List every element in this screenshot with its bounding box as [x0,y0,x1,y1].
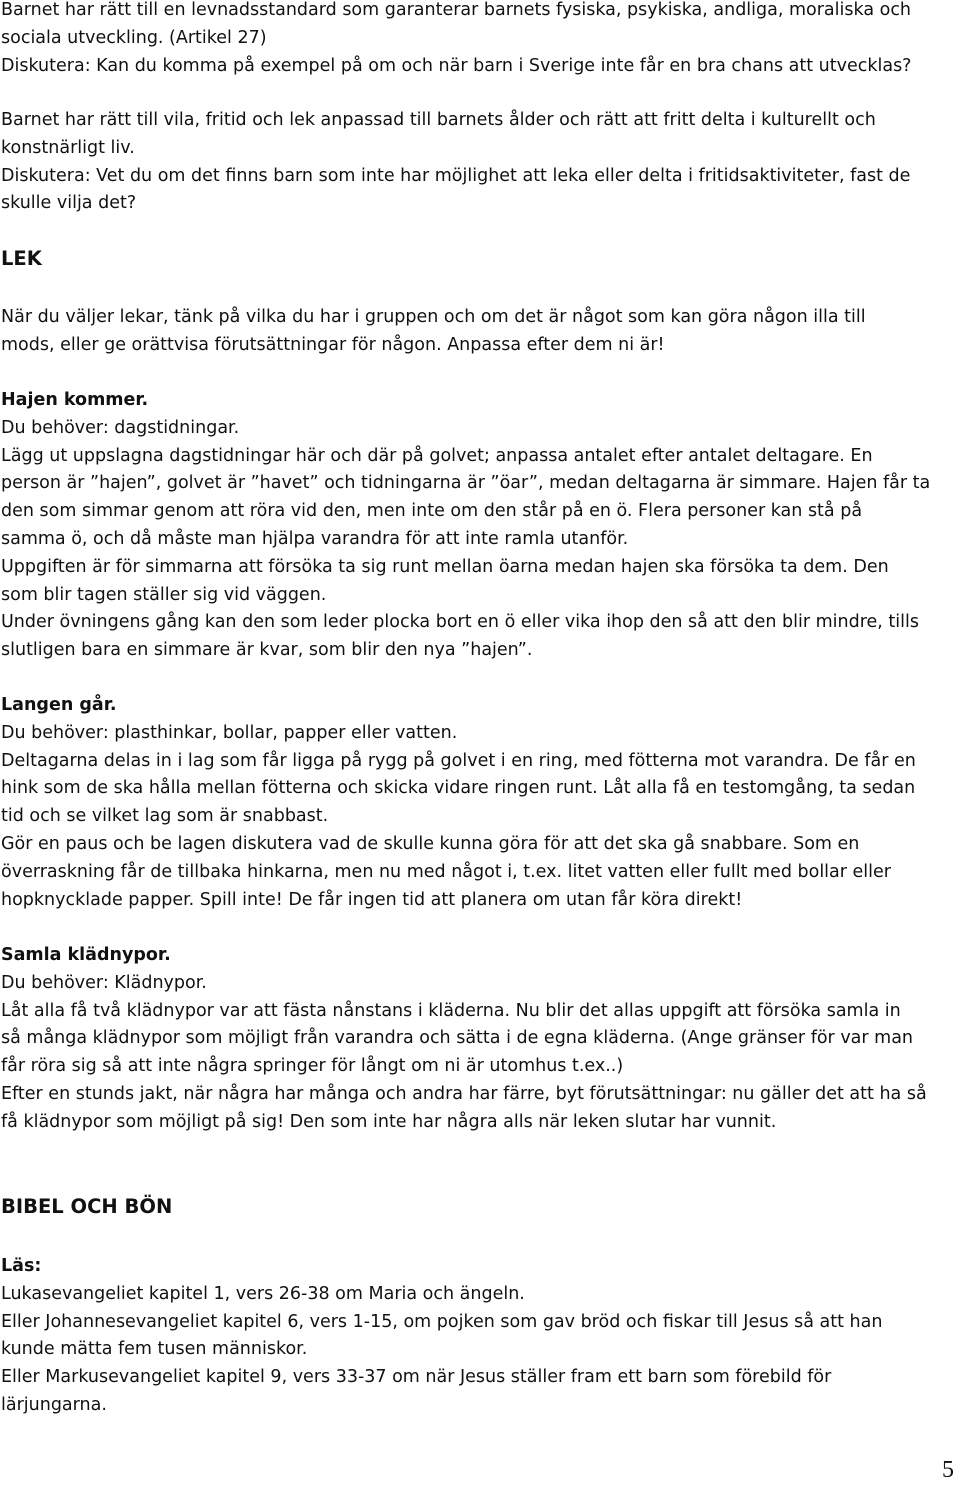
text-line: Eller Johannesevangeliet kapitel 6, vers 1-15, om pojken som gav bröd och fiskar till Jesus så att han [1,1311,883,1332]
game-langen-gar [1,692,916,914]
text-line: mods, eller ge orättvisa förutsättningar för någon. Anpassa efter dem ni är! [1,334,665,355]
intro-paragraph [1,0,911,80]
rights-paragraph [1,107,910,218]
text-line: Barnet har rätt till en levnadsstandard som garanterar barnets fysiska, psykiska, andliga, moraliska och [1,0,912,20]
text-line: få klädnypor som möjligt på sig! Den som inte har några alls när leken slutar har vunnit. [1,1111,777,1132]
text-line: Efter en stunds jakt, när några har många och andra har färre, byt förutsättningar: nu gäller det att ha så [1,1083,927,1104]
lek-intro-paragraph [1,304,866,360]
game-samla-kladnypor [1,942,927,1137]
text-line: som blir tagen ställer sig vid väggen. [1,584,327,605]
bibel-reading [1,1253,882,1420]
text-line: hopknycklade papper. Spill inte! De får ingen tid att planera om utan får köra direkt! [1,889,743,910]
text-line: Gör en paus och be lagen diskutera vad de skulle kunna göra för att det ska gå snabbare. Som en [1,833,860,854]
text-line: slutligen bara en simmare är kvar, som blir den nya ”hajen”. [1,640,533,661]
text-line: skulle vilja det? [1,193,137,214]
text-line: överraskning får de tillbaka hinkarna, men nu med något i, t.ex. litet vatten eller fullt med bollar eller [1,861,891,882]
text-line: Diskutera: Vet du om det finns barn som inte har möjlighet att leka eller delta i fritidsaktiviteter, fast de [1,165,911,186]
text-line: Eller Markusevangeliet kapitel 9, vers 33-37 om när Jesus ställer fram ett barn som förebild för [1,1367,832,1388]
page-number: 5 [942,1457,954,1483]
text-line: person är ”hajen”, golvet är ”havet” och tidningarna är ”öar”, medan deltagarna är simmare. Hajen får ta [1,473,931,494]
text-line: Lukasevangeliet kapitel 1, vers 26-38 om Maria och ängeln. [1,1283,525,1304]
bibel-heading: BIBEL OCH BÖN [1,1195,173,1218]
text-line: Under övningens gång kan den som leder plocka bort en ö eller vika ihop den så att den blir mindre, tills [1,612,919,633]
game-title: Samla klädnypor. [1,945,171,965]
text-line: hink som de ska hålla mellan fötterna och skicka vidare ringen runt. Låt alla få en testomgång, ta sedan [1,778,916,799]
text-line: så många klädnypor som möjligt från varandra och sätta i de egna kläderna. (Ange gränser för var man [1,1028,914,1049]
text-line: tid och se vilket lag som är snabbast. [1,806,329,827]
text-line: lärjungarna. [1,1394,107,1415]
text-line: Deltagarna delas in i lag som får ligga på rygg på golvet i en ring, med fötterna mot varandra. De får en [1,750,916,771]
text-line: sociala utveckling. (Artikel 27) [1,27,267,48]
game-title: Langen går. [1,695,117,715]
game-needs: Du behöver: dagstidningar. [1,417,240,438]
text-line: kunde mätta fem tusen människor. [1,1339,308,1360]
text-line: konstnärligt liv. [1,137,135,158]
game-title: Hajen kommer. [1,390,149,410]
text-line: Diskutera: Kan du komma på exempel på om och när barn i Sverige inte får en bra chans att utvecklas? [1,55,912,76]
text-line: Uppgiften är för simmarna att försöka ta sig runt mellan öarna medan hajen ska försöka ta dem. Den [1,556,889,577]
text-line: Lägg ut uppslagna dagstidningar här och där på golvet; anpassa antalet efter antalet deltagare. En [1,445,873,466]
lek-heading: LEK [1,247,42,270]
game-needs: Du behöver: Klädnypor. [1,972,207,993]
las-label: Läs: [1,1256,42,1276]
text-line: den som simmar genom att röra vid den, men inte om den står på en ö. Flera personer kan stå på [1,501,863,522]
text-line: samma ö, och då måste man hjälpa varandra för att inte ramla utanför. [1,528,629,549]
text-line: När du väljer lekar, tänk på vilka du har i gruppen och om det är något som kan göra någon illa till [1,307,866,327]
game-needs: Du behöver: plasthinkar, bollar, papper eller vatten. [1,722,458,743]
text-line: får röra sig så att inte några springer för långt om ni är utomhus t.ex..) [1,1056,624,1077]
text-line: Barnet har rätt till vila, fritid och lek anpassad till barnets ålder och rätt att fritt delta i kulturellt och [1,110,876,130]
game-hajen-kommer [1,387,930,665]
text-line: Låt alla få två klädnypor var att fästa nånstans i kläderna. Nu blir det allas uppgift att försöka samla in [1,1000,901,1021]
